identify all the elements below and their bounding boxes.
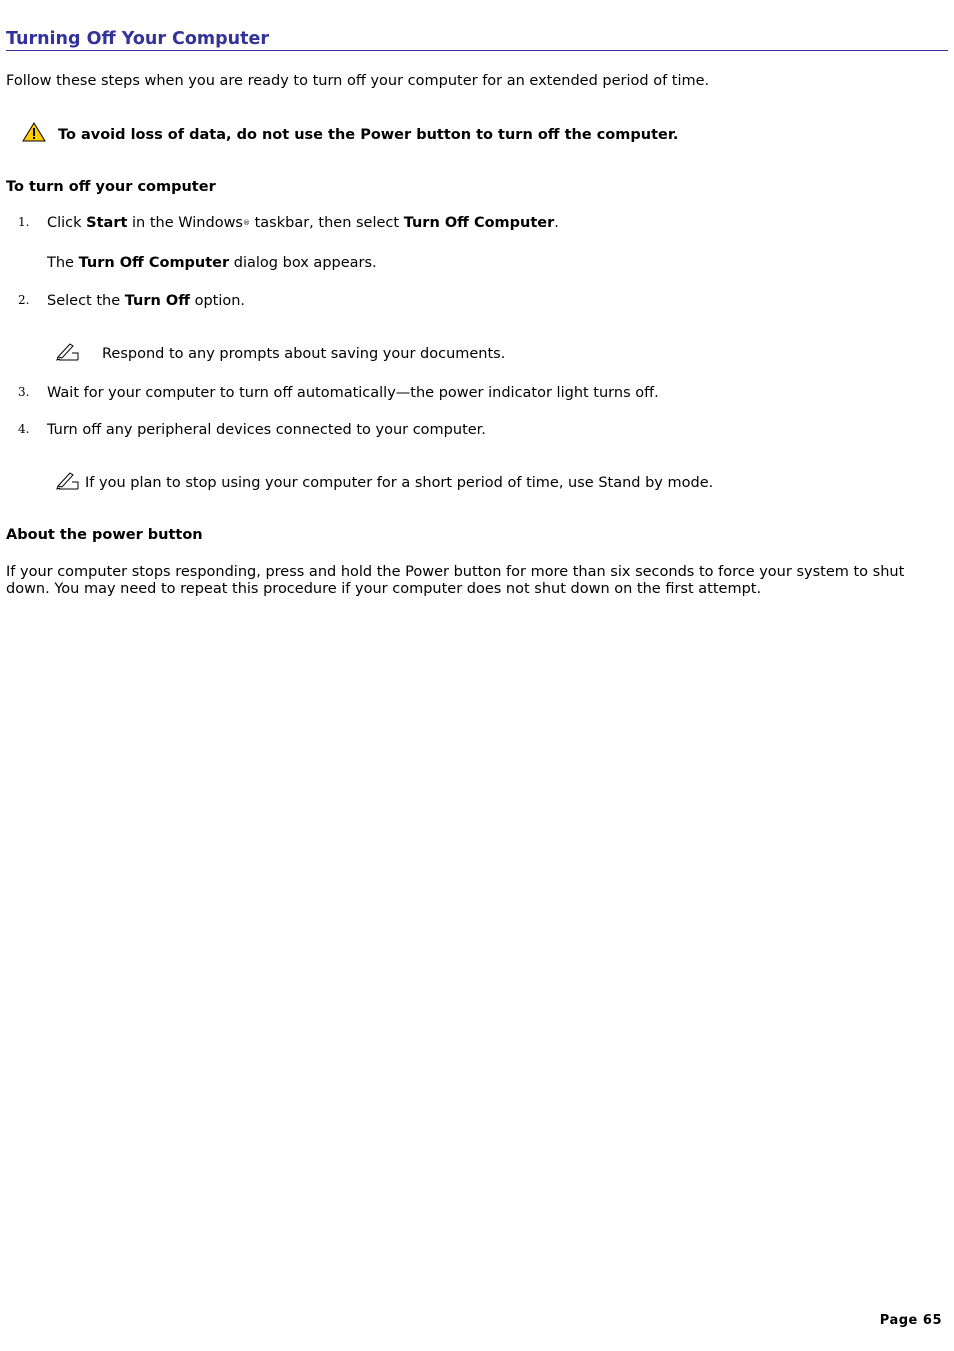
step-text: Click Start in the Windows® taskbar, then select Turn Off Computer. [47, 215, 559, 231]
note-pencil-icon [56, 341, 80, 361]
warning-icon [22, 122, 46, 142]
section-heading-turn-off: To turn off your computer [6, 179, 216, 195]
page-title: Turning Off Your Computer [6, 29, 948, 51]
step-number: 3. [18, 385, 30, 399]
final-note-text: If you plan to stop using your computer for a short period of time, use Stand by mode. [85, 475, 714, 491]
note-pencil-icon [56, 470, 80, 490]
step-text: Select the Turn Off option. [47, 293, 246, 309]
step-text: Wait for your computer to turn off automatically—the power indicator light turns off. [47, 385, 659, 401]
step-number: 2. [18, 293, 30, 307]
warning-text: To avoid loss of data, do not use the Power button to turn off the computer. [58, 127, 679, 143]
note-text: Respond to any prompts about saving your documents. [102, 346, 506, 362]
power-button-paragraph: If your computer stops responding, press and hold the Power button for more than six seconds to force your system to shut down. You may need to repeat this procedure if your computer does not shut down on the first attempt. [6, 564, 905, 597]
intro-text: Follow these steps when you are ready to turn off your computer for an extended period of time. [6, 73, 710, 89]
step-number: 1. [18, 215, 30, 229]
section-heading-power-button: About the power button [6, 527, 203, 543]
step-number: 4. [18, 422, 30, 436]
step-text: Turn off any peripheral devices connected to your computer. [47, 422, 486, 438]
page-number: Page 65 [879, 1313, 942, 1328]
step-subtext: The Turn Off Computer dialog box appears. [47, 255, 377, 271]
